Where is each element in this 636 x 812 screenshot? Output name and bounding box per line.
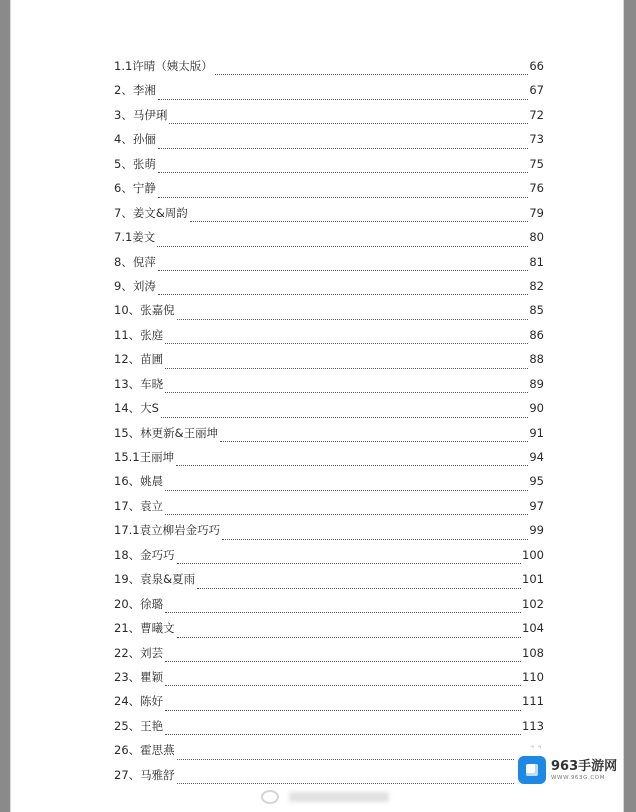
dot-leader [177,759,529,760]
weibo-icon [261,790,279,804]
dot-leader [165,392,528,393]
toc-entry-title: 14、大S [114,401,159,416]
toc-entry-title: 10、张嘉倪 [114,303,175,318]
toc-entry[interactable] [114,229,544,253]
toc-entry-title: 8、倪萍 [114,254,156,269]
toc-entry-page-number: 97 [529,498,544,513]
toc-entry-title: 7.1姜文 [114,230,156,245]
dot-leader [158,99,529,100]
toc-entry-title: 26、霍思燕 [114,743,175,758]
site-name: 963手游网 [551,758,618,774]
toc-entry[interactable] [114,58,544,82]
toc-entry-title: 7、姜文&周韵 [114,205,188,220]
toc-entry[interactable] [114,645,544,669]
toc-entry-title: 11、张庭 [114,327,164,342]
dot-leader [165,514,528,515]
toc-entry-page-number: 72 [529,107,544,122]
toc-entry-page-number: 89 [529,376,544,391]
toc-entry-title: 1.1许晴（姨太版） [114,59,213,73]
toc-entry-page-number: 80 [529,230,544,245]
toc-entry-title: 6、宁静 [114,181,156,196]
toc-entry-title: 18、金巧巧 [114,547,175,562]
toc-entry-title: 17、袁立 [114,498,164,513]
toc-entry-title: 16、姚晨 [114,474,164,489]
toc-entry[interactable] [114,107,544,131]
toc-entry-page-number: 113 [522,718,544,733]
toc-entry-page-number: 76 [529,181,544,196]
dot-leader [177,319,529,320]
toc-entry-title: 24、陈好 [114,694,164,709]
blurred-watermark-text [289,792,389,802]
site-watermark-logo [514,748,622,792]
table-of-contents [114,58,544,791]
toc-entry-page-number: 67 [529,83,544,98]
toc-entry[interactable] [114,571,544,595]
toc-entry-page-number: 82 [529,278,544,293]
toc-entry[interactable] [114,180,544,204]
toc-entry-title: 5、张萌 [114,156,156,171]
toc-entry-page-number: 88 [529,352,544,367]
toc-entry[interactable] [114,302,544,326]
toc-entry-title: 15、林更新&王丽坤 [114,425,219,440]
toc-entry-page-number: 66 [529,59,544,73]
toc-entry-page-number: 111 [522,694,544,709]
toc-entry-page-number: 75 [529,156,544,171]
toc-entry[interactable] [114,425,544,449]
toc-entry-title: 12、苗圃 [114,352,164,367]
toc-entry-title: 3、马伊琍 [114,107,168,122]
toc-entry-page-number: 95 [529,474,544,489]
site-url: WWW.963G.COM [551,774,606,781]
cube-icon [518,756,546,784]
dot-leader [165,343,528,344]
toc-entry[interactable] [114,254,544,278]
toc-entry-title: 15.1王丽坤 [114,450,175,464]
toc-entry-title: 13、车晓 [114,376,164,391]
weibo-watermark [261,786,411,808]
dot-leader [222,539,528,540]
dot-leader [169,123,528,124]
toc-entry[interactable] [114,596,544,620]
dot-leader [165,490,528,491]
toc-entry-page-number: 91 [529,425,544,440]
toc-entry[interactable] [114,131,544,155]
dot-leader [165,710,521,711]
toc-entry[interactable] [114,693,544,717]
dot-leader [158,148,529,149]
dot-leader [177,563,521,564]
dot-leader [165,612,521,613]
toc-entry-page-number: 90 [529,401,544,416]
toc-entry-title: 2、李湘 [114,83,156,98]
dot-leader [176,465,528,466]
toc-entry[interactable] [114,400,544,424]
toc-entry[interactable] [114,327,544,351]
toc-entry[interactable] [114,376,544,400]
toc-entry[interactable] [114,498,544,522]
toc-entry[interactable] [114,522,544,546]
toc-entry-title: 4、孙俪 [114,132,156,147]
toc-entry-page-number: 94 [529,450,544,464]
toc-entry[interactable] [114,82,544,106]
toc-entry-page-number: 99 [529,523,544,538]
toc-entry-title: 20、徐璐 [114,596,164,611]
dot-leader [165,685,521,686]
dot-leader [158,197,529,198]
dot-leader [158,270,529,271]
dot-leader [165,734,521,735]
toc-entry[interactable] [114,205,544,229]
toc-entry-page-number: 102 [522,596,544,611]
toc-entry-title: 9、刘涛 [114,278,156,293]
dot-leader [190,221,529,222]
toc-entry-title: 22、刘芸 [114,645,164,660]
toc-entry-title: 17.1袁立柳岩金巧巧 [114,523,221,538]
toc-entry[interactable] [114,547,544,571]
dot-leader [157,246,528,247]
dot-leader [177,637,521,638]
dot-leader [197,588,521,589]
toc-entry-title: 23、瞿颖 [114,669,164,684]
dot-leader [165,661,521,662]
toc-entry[interactable] [114,669,544,693]
dot-leader [158,172,529,173]
toc-entry[interactable] [114,278,544,302]
toc-entry-page-number: 100 [522,547,544,562]
toc-entry-title: 25、王艳 [114,718,164,733]
toc-entry-page-number: 101 [522,572,544,587]
toc-entry-page-number: 108 [522,645,544,660]
toc-entry-page-number: 79 [529,205,544,220]
toc-entry-title: 21、曹曦文 [114,621,175,636]
toc-entry-page-number: 104 [522,621,544,636]
toc-entry-page-number: 110 [522,669,544,684]
toc-entry-page-number: 73 [529,132,544,147]
dot-leader [177,783,529,784]
toc-entry-page-number: 85 [529,303,544,318]
dot-leader [165,368,528,369]
dot-leader [220,441,528,442]
toc-entry-page-number: 81 [529,254,544,269]
toc-entry[interactable] [114,742,544,766]
document-page [10,0,624,812]
dot-leader [161,417,528,418]
dot-leader [215,74,529,75]
toc-entry[interactable] [114,351,544,375]
dot-leader [158,294,529,295]
toc-entry[interactable] [114,620,544,644]
toc-entry-title: 27、马雅舒 [114,767,175,782]
toc-entry[interactable] [114,156,544,180]
toc-entry-title: 19、袁泉&夏雨 [114,572,196,587]
toc-entry[interactable] [114,449,544,473]
toc-entry-page-number: 86 [529,327,544,342]
toc-entry[interactable] [114,473,544,497]
toc-entry[interactable] [114,718,544,742]
